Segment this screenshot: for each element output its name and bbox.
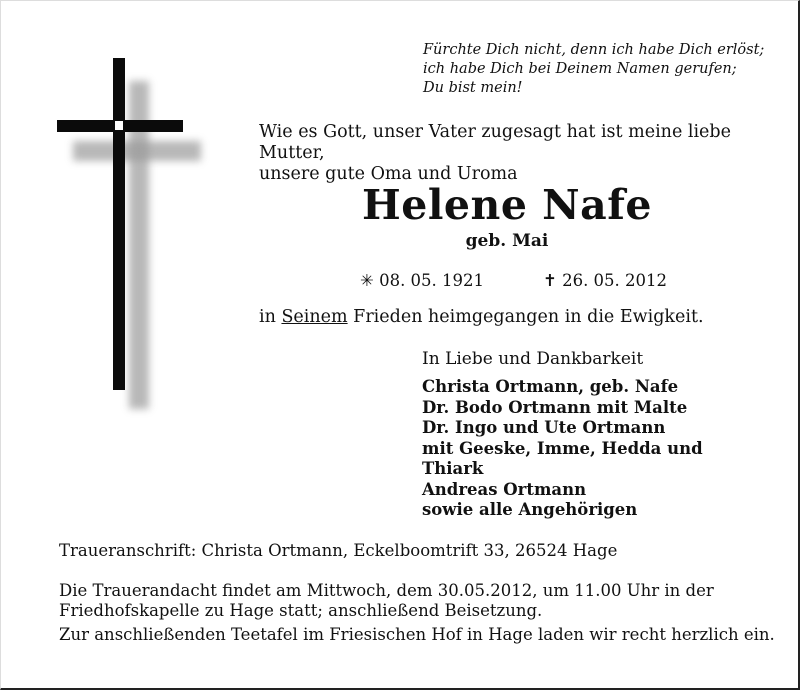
intro-line: Wie es Gott, unser Vater zugesagt hat ist meine liebe Mutter, [259,122,731,163]
mourning-address: Traueranschrift: Christa Ortmann, Eckelboomtrift 33, 26524 Hage [59,541,618,560]
closing-phrase: In Liebe und Dankbarkeit [422,349,644,369]
service-info [59,581,714,621]
deceased-name: Helene Nafe [362,181,652,229]
maiden-name: geb. Mai [465,231,549,251]
death-date: ✝ 26. 05. 2012 [543,271,668,290]
peace-underlined: Seinem [281,307,348,327]
family-member: Dr. Ingo und Ute Ortmann [422,418,666,437]
bible-quote [423,41,764,98]
quote-line: ich habe Dich bei Deinem Namen gerufen; [423,61,737,77]
family-member: mit Geeske, Imme, Hedda und [422,438,703,458]
family-list [422,377,703,521]
family-member: Christa Ortmann, geb. Nafe [422,377,679,396]
peace-after: Frieden heimgegangen in die Ewigkeit. [347,307,704,327]
intro-line: unsere gute Oma und Uroma [259,164,518,184]
quote-line: Fürchte Dich nicht, denn ich habe Dich erlöst; [423,42,765,58]
service-line: Die Trauerandacht findet am Mittwoch, dem 30.05.2012, um 11.00 Uhr in der [59,581,714,600]
service-line: Friedhofskapelle zu Hage statt; anschließend Beisetzung. [59,601,543,620]
quote-line: Du bist mein! [423,80,523,96]
peace-before: in [259,307,282,327]
intro-text [259,122,798,185]
family-member: Thiark [422,459,484,478]
tea-invitation: Zur anschließenden Teetafel im Friesischen Hof in Hage laden wir recht herzlich ein. [59,625,775,644]
birth-date: ✳ 08. 05. 1921 [360,271,485,290]
family-member: sowie alle Angehörigen [422,500,638,519]
peace-line [259,307,704,327]
family-member: Andreas Ortmann [422,479,587,499]
family-member: Dr. Bodo Ortmann mit Malte [422,397,688,417]
